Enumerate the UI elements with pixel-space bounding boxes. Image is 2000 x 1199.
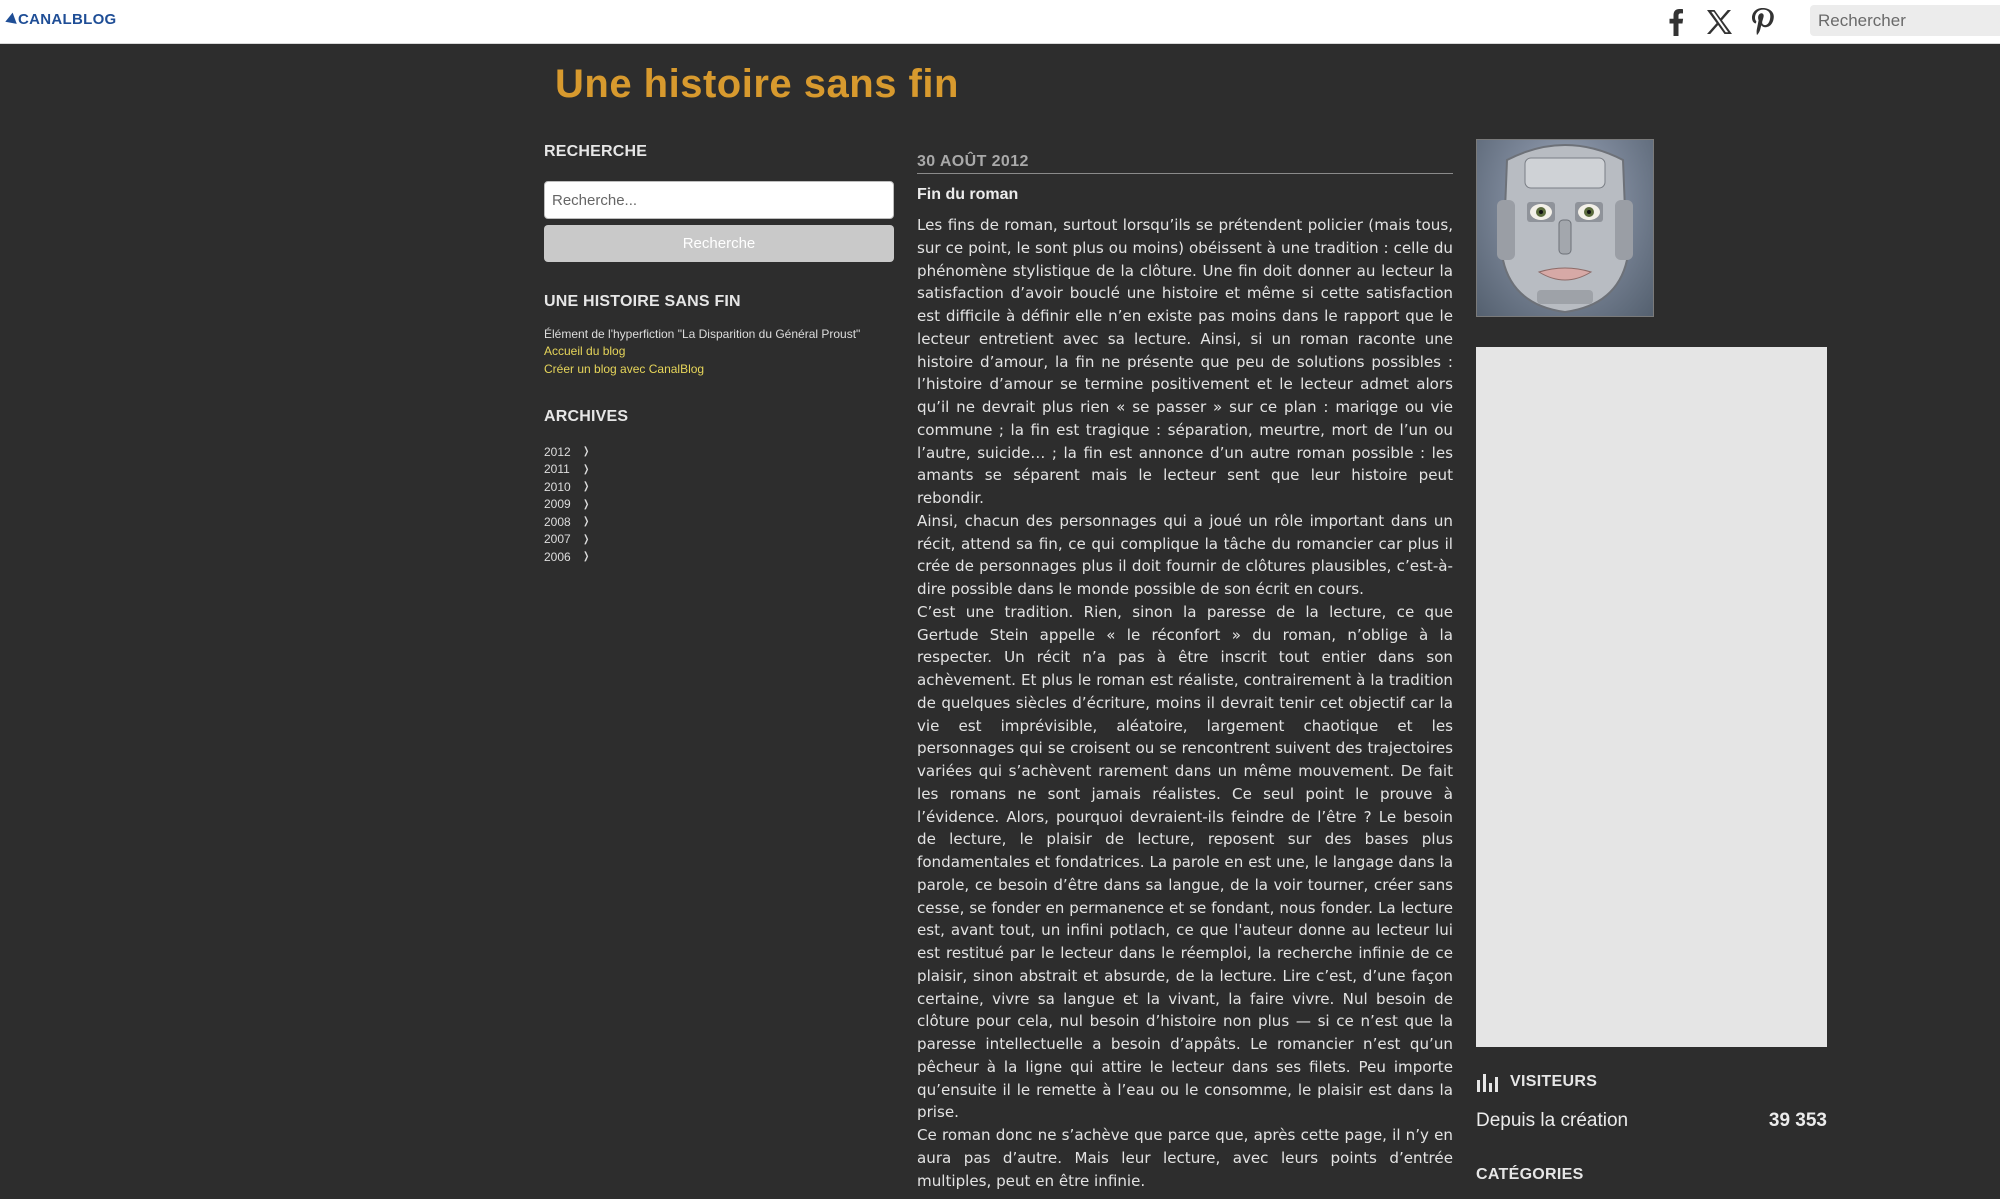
post-title[interactable]: Fin du roman (917, 186, 1019, 203)
archive-year-label: 2006 (544, 549, 571, 564)
ad-placeholder (1476, 347, 1827, 1047)
archive-year-item[interactable] (544, 478, 894, 496)
archive-year-item[interactable] (544, 531, 894, 549)
blog-home-link[interactable]: Accueil du blog (544, 344, 626, 358)
author-avatar (1476, 139, 1654, 317)
logo-text: CANALBLOG (18, 11, 117, 28)
bar-chart-icon (1476, 1072, 1498, 1092)
post-paragraph: Ce roman donc ne s’achève que parce que, après cette page, il n’y en aura pas d’autre. Mais leur lecture, avec leurs points d’entrée multiples, peut en être infinie. (917, 1126, 1453, 1190)
archive-year-item[interactable] (544, 443, 894, 461)
chevron-right-icon: ❯ (583, 533, 590, 545)
categories-widget-title: CATÉGORIES (1476, 1166, 1584, 1183)
canalblog-logo[interactable] (5, 11, 117, 28)
archives-widget-title: ARCHIVES (544, 408, 629, 425)
x-icon[interactable] (1701, 4, 1737, 40)
archive-year-label: 2010 (544, 479, 571, 494)
chevron-right-icon: ❯ (583, 481, 590, 493)
search-widget-title: RECHERCHE (544, 143, 648, 160)
facebook-icon[interactable] (1658, 4, 1694, 40)
archive-year-label: 2008 (544, 514, 571, 529)
blog-title[interactable]: Une histoire sans fin (555, 62, 959, 106)
left-sidebar (544, 143, 894, 566)
archive-year-label: 2009 (544, 497, 571, 512)
chevron-right-icon: ❯ (583, 498, 590, 510)
logo-arrow-icon (3, 12, 17, 27)
archive-year-item[interactable] (544, 496, 894, 514)
top-search-input[interactable] (1810, 5, 2000, 36)
about-description: Élément de l'hyperfiction "La Disparition du Général Proust" (544, 327, 861, 341)
archive-year-item[interactable] (544, 513, 894, 531)
archive-year-label: 2007 (544, 532, 571, 547)
visitors-title: VISITEURS (1510, 1073, 1598, 1090)
visitors-widget (1476, 1072, 1827, 1132)
post-body (917, 214, 1453, 1192)
about-widget-title: UNE HISTOIRE SANS FIN (544, 293, 741, 310)
archive-year-item[interactable] (544, 461, 894, 479)
archives-list (544, 443, 894, 566)
chevron-right-icon: ❯ (583, 516, 590, 528)
blog-post (917, 153, 1453, 1192)
sidebar-search-button[interactable]: Recherche (544, 225, 894, 262)
chevron-right-icon: ❯ (583, 463, 590, 475)
chevron-right-icon: ❯ (583, 551, 590, 563)
archive-year-item[interactable] (544, 548, 894, 566)
chevron-right-icon: ❯ (583, 446, 590, 458)
top-bar (0, 0, 2000, 44)
visitors-stat-label: Depuis la création (1476, 1110, 1629, 1131)
post-paragraph: Les fins de roman, surtout lorsqu’ils se prétendent policier (mais tous, sur ce point, le sont plus ou moins) obéissent à une tradition : celle du phénomène stylistique de la clôture. Une fin doit donner au lecteur la satisfaction d’avoir bouclé une histoire et même si cette satisfaction est difficile à définir elle n’en existe pas moins dans le rapport que le lecteur entretient avec sa lecture. Ainsi, si un roman raconte une histoire d’amour, la fin ne présente que peu de solutions possibles : l’histoire d’amour se termine positivement et le lecteur admet alors qu’il ne devrait plus rien « se passer » sur ce plan : mariqge ou vie commune ; la fin est tragique : séparation, meurtre, mort de l’un ou l’autre, suicide… ; la fin est annonce d’un autre roman possible : les amants se séparent mais le lecteur sent que leur histoire peut rebondir. (917, 216, 1453, 507)
visitors-stat-value: 39 353 (1768, 1110, 1827, 1131)
pinterest-icon[interactable] (1744, 4, 1780, 40)
visitors-header (1476, 1072, 1827, 1092)
archive-year-label: 2011 (544, 462, 570, 477)
post-date: 30 AOÛT 2012 (917, 153, 1453, 174)
sidebar-search-input[interactable] (544, 181, 894, 219)
post-paragraph: Ainsi, chacun des personnages qui a joué un rôle important dans un récit, attend sa fin, ce qui complique la tâche du romancier car plus il crée de personnages plus il doit fournir de clôtures plausibles, c’est-à-dire possible dans le monde possible de son écrit en cours. (917, 511, 1453, 598)
post-paragraph: C’est une tradition. Rien, sinon la paresse de la lecture, ce que Gertude Stein appelle « le réconfort » du roman, n’oblige à la respecter. Un récit n’a pas à être inscrit tout entier dans son achèvement. Et plus le roman est réaliste, contrairement à la tradition de quelques siècles d’écriture, moins il devrait tenir cet objectif car la vie est imprévisible, aléatoire, largement chaotique et les personnages qui se croisent ou se rencontrent suivent des trajectoires variées qui s’achèvent rarement dans un même mouvement. De fait les romans ne sont jamais réalistes. Ce seul point le prouve à l’évidence. Alors, pourquoi devraient-ils feindre de l’être ? Le besoin de lecture, le plaisir de lecture, reposent sur des bases plus fondamentales et fondatrices. La parole en est une, le langage dans la parole, ce besoin d’être dans sa langue, de la voir tourner, créer sans cesse, se fonder en permanence et se fondant, nous fonder. La lecture est, avant tout, un infini potlach, ce que l'auteur donne au lecteur lui est restitué par le lecteur dans le réemploi, la recherche infinie de ce plaisir, sinon abstrait et absurde, de la lecture. Lire c’est, d’une façon certaine, vivre sa langue et la vivant, la faire vivre. Nul besoin de clôture pour cela, nul besoin d’histoire non plus — si ce n’est que la paresse intellectuelle a besoin d’appâts. Le romancier n’est qu’un pêcheur à la ligne qui attire le lecteur dans ses filets. Peu importe qu’ensuite il le remette à l’eau ou le consomme, le plaisir est dans la prise. (917, 602, 1453, 1122)
create-blog-link[interactable]: Créer un blog avec CanalBlog (544, 361, 705, 376)
visitors-stat-row (1476, 1110, 1827, 1132)
archive-year-label: 2012 (544, 444, 571, 459)
